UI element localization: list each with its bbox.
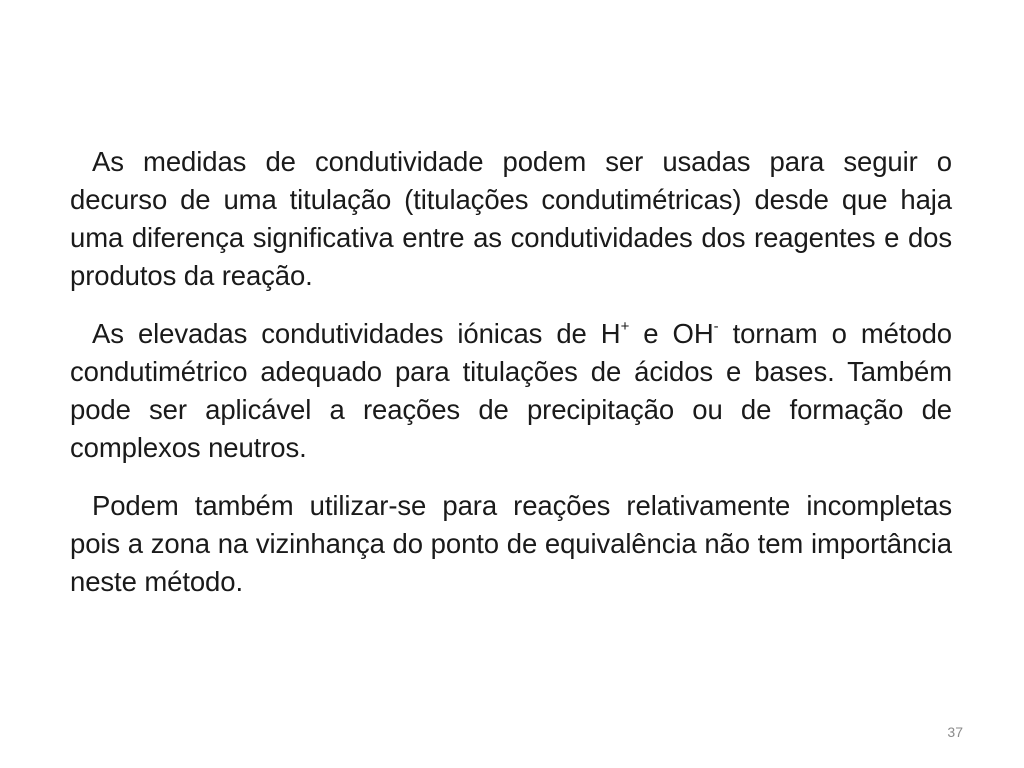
superscript-minus: - [713, 318, 719, 335]
superscript-plus: + [620, 318, 630, 335]
paragraph-conductivity-titration: As medidas de condutividade podem ser usadas para seguir o decurso de uma titulação (titulações condutimétricas) desde que haja uma diferença significativa entre as condutividades dos reagentes e dos produtos da reação. [70, 146, 952, 291]
slide-number: 37 [947, 724, 963, 740]
paragraph-incomplete-reactions: Podem também utilizar-se para reações relativamente incompletas pois a zona na vizinhança do ponto de equivalência não tem importância neste método. [70, 490, 952, 597]
paragraph-2-text-part-1: As elevadas condutividades iónicas de H [92, 318, 621, 349]
paragraph-2-text-part-2: e OH [629, 318, 714, 349]
slide-body [70, 143, 952, 621]
paragraph-ionic-conductivities [70, 315, 952, 467]
paragraph-2-text-part-3: tornam o método condutimétrico adequado para titulações de ácidos e bases. Também pode ser aplicável a reações de precipitação ou de formação de complexos neutros. [70, 318, 952, 463]
